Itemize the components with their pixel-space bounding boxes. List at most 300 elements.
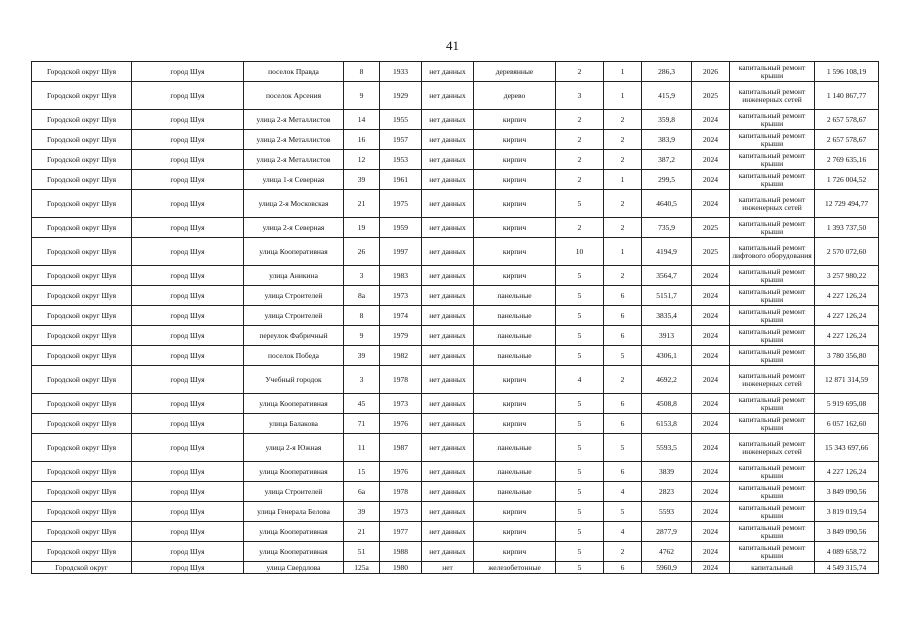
wall-material-cell: панельные: [474, 326, 556, 346]
cost-cell: 5 919 695,08: [815, 394, 879, 414]
area-cell: 735,9: [642, 218, 692, 238]
table-body: [32, 62, 879, 574]
work-type-cell: капитальный ремонт лифтового оборудования: [730, 238, 815, 266]
house-number-cell: 3: [344, 266, 380, 286]
cost-cell: 1 596 108,19: [815, 62, 879, 82]
district-cell: Городской округ Шуя: [32, 130, 132, 150]
district-cell: Городской округ Шуя: [32, 238, 132, 266]
floors-cell: 2: [556, 62, 604, 82]
planned-year-cell: 2024: [692, 562, 730, 574]
city-cell: город Шуя: [132, 326, 244, 346]
city-cell: город Шуя: [132, 522, 244, 542]
table-row: [32, 190, 879, 218]
planned-year-cell: 2024: [692, 522, 730, 542]
city-cell: город Шуя: [132, 502, 244, 522]
district-cell: Городской округ Шуя: [32, 366, 132, 394]
wall-material-cell: кирпич: [474, 394, 556, 414]
city-cell: город Шуя: [132, 286, 244, 306]
planned-year-cell: 2026: [692, 62, 730, 82]
city-cell: город Шуя: [132, 190, 244, 218]
data-availability-cell: нет данных: [422, 462, 474, 482]
planned-year-cell: 2024: [692, 414, 730, 434]
area-cell: 4306,1: [642, 346, 692, 366]
district-cell: Городской округ Шуя: [32, 82, 132, 110]
data-availability-cell: нет данных: [422, 522, 474, 542]
district-cell: Городской округ Шуя: [32, 482, 132, 502]
street-cell: Учебный городок: [244, 366, 344, 394]
area-cell: 299,5: [642, 170, 692, 190]
planned-year-cell: 2024: [692, 110, 730, 130]
area-cell: 2877,9: [642, 522, 692, 542]
wall-material-cell: панельные: [474, 482, 556, 502]
cost-cell: 4 227 126,24: [815, 286, 879, 306]
cost-cell: 1 726 004,52: [815, 170, 879, 190]
table-row: [32, 462, 879, 482]
planned-year-cell: 2024: [692, 366, 730, 394]
street-cell: улица 2-я Южная: [244, 434, 344, 462]
work-type-cell: капитальный ремонт крыши: [730, 482, 815, 502]
wall-material-cell: кирпич: [474, 522, 556, 542]
city-cell: город Шуя: [132, 482, 244, 502]
floors-cell: 2: [556, 130, 604, 150]
district-cell: Городской округ Шуя: [32, 394, 132, 414]
wall-material-cell: панельные: [474, 306, 556, 326]
cost-cell: 3 849 090,56: [815, 522, 879, 542]
year-built-cell: 1987: [380, 434, 422, 462]
table-row: [32, 170, 879, 190]
street-cell: поселок Победа: [244, 346, 344, 366]
entrances-cell: 2: [604, 542, 642, 562]
district-cell: Городской округ Шуя: [32, 462, 132, 482]
year-built-cell: 1959: [380, 218, 422, 238]
planned-year-cell: 2024: [692, 170, 730, 190]
city-cell: город Шуя: [132, 394, 244, 414]
wall-material-cell: кирпич: [474, 190, 556, 218]
table-row: [32, 434, 879, 462]
entrances-cell: 2: [604, 150, 642, 170]
area-cell: 3564,7: [642, 266, 692, 286]
house-number-cell: 8а: [344, 286, 380, 306]
district-cell: Городской округ Шуя: [32, 414, 132, 434]
street-cell: улица Кооперативная: [244, 522, 344, 542]
area-cell: 5593,5: [642, 434, 692, 462]
house-number-cell: 16: [344, 130, 380, 150]
wall-material-cell: кирпич: [474, 150, 556, 170]
area-cell: 4692,2: [642, 366, 692, 394]
table-row: [32, 326, 879, 346]
work-type-cell: капитальный: [730, 562, 815, 574]
district-cell: Городской округ Шуя: [32, 110, 132, 130]
entrances-cell: 1: [604, 170, 642, 190]
entrances-cell: 1: [604, 62, 642, 82]
district-cell: Городской округ Шуя: [32, 306, 132, 326]
floors-cell: 5: [556, 562, 604, 574]
district-cell: Городской округ Шуя: [32, 326, 132, 346]
entrances-cell: 5: [604, 502, 642, 522]
district-cell: Городской округ Шуя: [32, 286, 132, 306]
table-row: [32, 482, 879, 502]
cost-cell: 2 769 635,16: [815, 150, 879, 170]
table-row: [32, 286, 879, 306]
cost-cell: 3 257 980,22: [815, 266, 879, 286]
house-number-cell: 19: [344, 218, 380, 238]
work-type-cell: капитальный ремонт инженерных сетей: [730, 434, 815, 462]
house-number-cell: 15: [344, 462, 380, 482]
work-type-cell: капитальный ремонт инженерных сетей: [730, 82, 815, 110]
city-cell: город Шуя: [132, 306, 244, 326]
city-cell: город Шуя: [132, 266, 244, 286]
wall-material-cell: кирпич: [474, 414, 556, 434]
house-number-cell: 14: [344, 110, 380, 130]
house-number-cell: 21: [344, 190, 380, 218]
table-row: [32, 502, 879, 522]
entrances-cell: 6: [604, 414, 642, 434]
year-built-cell: 1976: [380, 414, 422, 434]
cost-cell: 4 227 126,24: [815, 462, 879, 482]
data-availability-cell: нет данных: [422, 502, 474, 522]
wall-material-cell: кирпич: [474, 170, 556, 190]
year-built-cell: 1983: [380, 266, 422, 286]
cost-cell: 3 780 356,80: [815, 346, 879, 366]
data-availability-cell: нет данных: [422, 266, 474, 286]
table-row: [32, 366, 879, 394]
house-number-cell: 9: [344, 82, 380, 110]
data-availability-cell: нет данных: [422, 170, 474, 190]
floors-cell: 5: [556, 542, 604, 562]
entrances-cell: 6: [604, 306, 642, 326]
housing-repair-table: [31, 61, 879, 574]
data-availability-cell: нет данных: [422, 366, 474, 394]
table-row: [32, 238, 879, 266]
wall-material-cell: кирпич: [474, 110, 556, 130]
table-row: [32, 130, 879, 150]
year-built-cell: 1957: [380, 130, 422, 150]
work-type-cell: капитальный ремонт крыши: [730, 394, 815, 414]
house-number-cell: 3: [344, 366, 380, 394]
district-cell: Городской округ Шуя: [32, 346, 132, 366]
year-built-cell: 1978: [380, 482, 422, 502]
data-availability-cell: нет данных: [422, 542, 474, 562]
wall-material-cell: железобетонные: [474, 562, 556, 574]
data-availability-cell: нет данных: [422, 238, 474, 266]
planned-year-cell: 2024: [692, 462, 730, 482]
planned-year-cell: 2024: [692, 286, 730, 306]
data-availability-cell: нет данных: [422, 306, 474, 326]
entrances-cell: 5: [604, 434, 642, 462]
data-availability-cell: нет данных: [422, 394, 474, 414]
planned-year-cell: 2025: [692, 82, 730, 110]
area-cell: 5960,9: [642, 562, 692, 574]
data-availability-cell: нет данных: [422, 346, 474, 366]
street-cell: улица Балакова: [244, 414, 344, 434]
area-cell: 359,8: [642, 110, 692, 130]
table-row: [32, 218, 879, 238]
entrances-cell: 6: [604, 394, 642, 414]
year-built-cell: 1978: [380, 366, 422, 394]
entrances-cell: 6: [604, 462, 642, 482]
entrances-cell: 2: [604, 130, 642, 150]
year-built-cell: 1974: [380, 306, 422, 326]
entrances-cell: 6: [604, 562, 642, 574]
floors-cell: 2: [556, 150, 604, 170]
planned-year-cell: 2024: [692, 482, 730, 502]
table-row: [32, 346, 879, 366]
street-cell: улица Кооперативная: [244, 462, 344, 482]
street-cell: улица 2-я Металлистов: [244, 130, 344, 150]
table-row: [32, 62, 879, 82]
street-cell: улица 2-я Металлистов: [244, 150, 344, 170]
city-cell: город Шуя: [132, 434, 244, 462]
work-type-cell: капитальный ремонт крыши: [730, 286, 815, 306]
planned-year-cell: 2024: [692, 542, 730, 562]
street-cell: улица Генерала Белова: [244, 502, 344, 522]
work-type-cell: капитальный ремонт инженерных сетей: [730, 366, 815, 394]
area-cell: 5593: [642, 502, 692, 522]
district-cell: Городской округ Шуя: [32, 62, 132, 82]
district-cell: Городской округ: [32, 562, 132, 574]
area-cell: 3835,4: [642, 306, 692, 326]
house-number-cell: 71: [344, 414, 380, 434]
planned-year-cell: 2024: [692, 434, 730, 462]
table-row: [32, 562, 879, 574]
house-number-cell: 39: [344, 346, 380, 366]
table-row: [32, 110, 879, 130]
data-availability-cell: нет данных: [422, 482, 474, 502]
city-cell: город Шуя: [132, 82, 244, 110]
street-cell: улица Строителей: [244, 482, 344, 502]
district-cell: Городской округ Шуя: [32, 502, 132, 522]
city-cell: город Шуя: [132, 130, 244, 150]
table-row: [32, 394, 879, 414]
planned-year-cell: 2024: [692, 394, 730, 414]
data-availability-cell: нет данных: [422, 130, 474, 150]
year-built-cell: 1980: [380, 562, 422, 574]
planned-year-cell: 2025: [692, 218, 730, 238]
street-cell: улица Кооперативная: [244, 542, 344, 562]
wall-material-cell: панельные: [474, 434, 556, 462]
district-cell: Городской округ Шуя: [32, 542, 132, 562]
table-row: [32, 414, 879, 434]
wall-material-cell: кирпич: [474, 502, 556, 522]
city-cell: город Шуя: [132, 366, 244, 394]
house-number-cell: 51: [344, 542, 380, 562]
city-cell: город Шуя: [132, 562, 244, 574]
year-built-cell: 1933: [380, 62, 422, 82]
entrances-cell: 4: [604, 482, 642, 502]
floors-cell: 4: [556, 366, 604, 394]
floors-cell: 2: [556, 170, 604, 190]
floors-cell: 5: [556, 482, 604, 502]
city-cell: город Шуя: [132, 238, 244, 266]
floors-cell: 5: [556, 434, 604, 462]
work-type-cell: капитальный ремонт крыши: [730, 462, 815, 482]
street-cell: улица Свердлова: [244, 562, 344, 574]
district-cell: Городской округ Шуя: [32, 218, 132, 238]
table-row: [32, 306, 879, 326]
area-cell: 286,3: [642, 62, 692, 82]
cost-cell: 4 089 658,72: [815, 542, 879, 562]
work-type-cell: капитальный ремонт крыши: [730, 170, 815, 190]
district-cell: Городской округ Шуя: [32, 434, 132, 462]
district-cell: Городской округ Шуя: [32, 170, 132, 190]
wall-material-cell: кирпич: [474, 218, 556, 238]
data-availability-cell: нет данных: [422, 150, 474, 170]
house-number-cell: 6а: [344, 482, 380, 502]
street-cell: переулок Фабричный: [244, 326, 344, 346]
page-number: 41: [446, 38, 459, 53]
year-built-cell: 1961: [380, 170, 422, 190]
work-type-cell: капитальный ремонт крыши: [730, 218, 815, 238]
table-row: [32, 82, 879, 110]
area-cell: 383,9: [642, 130, 692, 150]
wall-material-cell: дерево: [474, 82, 556, 110]
city-cell: город Шуя: [132, 462, 244, 482]
entrances-cell: 2: [604, 190, 642, 218]
wall-material-cell: кирпич: [474, 130, 556, 150]
data-availability-cell: нет данных: [422, 218, 474, 238]
house-number-cell: 45: [344, 394, 380, 414]
street-cell: улица Строителей: [244, 306, 344, 326]
table-row: [32, 150, 879, 170]
cost-cell: 3 849 090,56: [815, 482, 879, 502]
area-cell: 2823: [642, 482, 692, 502]
entrances-cell: 5: [604, 346, 642, 366]
table-row: [32, 266, 879, 286]
street-cell: улица 2-я Северная: [244, 218, 344, 238]
floors-cell: 5: [556, 502, 604, 522]
cost-cell: 1 140 867,77: [815, 82, 879, 110]
work-type-cell: капитальный ремонт инженерных сетей: [730, 190, 815, 218]
area-cell: 3839: [642, 462, 692, 482]
street-cell: улица 2-я Металлистов: [244, 110, 344, 130]
house-number-cell: 8: [344, 62, 380, 82]
planned-year-cell: 2024: [692, 502, 730, 522]
cost-cell: 4 227 126,24: [815, 326, 879, 346]
work-type-cell: капитальный ремонт крыши: [730, 326, 815, 346]
entrances-cell: 2: [604, 110, 642, 130]
data-availability-cell: нет данных: [422, 62, 474, 82]
cost-cell: 2 657 578,67: [815, 110, 879, 130]
data-availability-cell: нет данных: [422, 414, 474, 434]
entrances-cell: 2: [604, 366, 642, 394]
year-built-cell: 1973: [380, 502, 422, 522]
cost-cell: 2 570 072,60: [815, 238, 879, 266]
table-row: [32, 542, 879, 562]
work-type-cell: капитальный ремонт крыши: [730, 542, 815, 562]
year-built-cell: 1977: [380, 522, 422, 542]
wall-material-cell: кирпич: [474, 542, 556, 562]
city-cell: город Шуя: [132, 150, 244, 170]
cost-cell: 12 729 494,77: [815, 190, 879, 218]
cost-cell: 12 871 314,59: [815, 366, 879, 394]
work-type-cell: капитальный ремонт крыши: [730, 306, 815, 326]
floors-cell: 5: [556, 414, 604, 434]
work-type-cell: капитальный ремонт крыши: [730, 130, 815, 150]
area-cell: 5151,7: [642, 286, 692, 306]
work-type-cell: капитальный ремонт крыши: [730, 346, 815, 366]
district-cell: Городской округ Шуя: [32, 522, 132, 542]
year-built-cell: 1979: [380, 326, 422, 346]
entrances-cell: 2: [604, 218, 642, 238]
house-number-cell: 26: [344, 238, 380, 266]
house-number-cell: 12: [344, 150, 380, 170]
cost-cell: 3 819 019,54: [815, 502, 879, 522]
floors-cell: 5: [556, 190, 604, 218]
wall-material-cell: панельные: [474, 346, 556, 366]
house-number-cell: 9: [344, 326, 380, 346]
city-cell: город Шуя: [132, 414, 244, 434]
work-type-cell: капитальный ремонт крыши: [730, 502, 815, 522]
floors-cell: 5: [556, 346, 604, 366]
floors-cell: 5: [556, 306, 604, 326]
street-cell: улица Кооперативная: [244, 238, 344, 266]
area-cell: 4762: [642, 542, 692, 562]
street-cell: улица Аникина: [244, 266, 344, 286]
planned-year-cell: 2024: [692, 266, 730, 286]
floors-cell: 5: [556, 326, 604, 346]
house-number-cell: 11: [344, 434, 380, 462]
city-cell: город Шуя: [132, 346, 244, 366]
house-number-cell: 21: [344, 522, 380, 542]
data-availability-cell: нет данных: [422, 434, 474, 462]
street-cell: поселок Правда: [244, 62, 344, 82]
area-cell: 6153,8: [642, 414, 692, 434]
street-cell: улица Кооперативная: [244, 394, 344, 414]
data-availability-cell: нет данных: [422, 326, 474, 346]
wall-material-cell: панельные: [474, 462, 556, 482]
city-cell: город Шуя: [132, 542, 244, 562]
district-cell: Городской округ Шуя: [32, 266, 132, 286]
area-cell: 415,9: [642, 82, 692, 110]
cost-cell: 2 657 578,67: [815, 130, 879, 150]
floors-cell: 10: [556, 238, 604, 266]
planned-year-cell: 2024: [692, 346, 730, 366]
street-cell: улица 1-я Северная: [244, 170, 344, 190]
entrances-cell: 6: [604, 286, 642, 306]
year-built-cell: 1953: [380, 150, 422, 170]
city-cell: город Шуя: [132, 218, 244, 238]
floors-cell: 3: [556, 82, 604, 110]
city-cell: город Шуя: [132, 62, 244, 82]
planned-year-cell: 2024: [692, 130, 730, 150]
area-cell: 4508,8: [642, 394, 692, 414]
data-availability-cell: нет данных: [422, 286, 474, 306]
year-built-cell: 1955: [380, 110, 422, 130]
planned-year-cell: 2024: [692, 326, 730, 346]
work-type-cell: капитальный ремонт крыши: [730, 414, 815, 434]
street-cell: улица Строителей: [244, 286, 344, 306]
street-cell: улица 2-я Московская: [244, 190, 344, 218]
data-availability-cell: нет данных: [422, 190, 474, 218]
data-availability-cell: нет: [422, 562, 474, 574]
district-cell: Городской округ Шуя: [32, 190, 132, 218]
floors-cell: 5: [556, 462, 604, 482]
year-built-cell: 1973: [380, 394, 422, 414]
street-cell: поселок Арсения: [244, 82, 344, 110]
planned-year-cell: 2024: [692, 190, 730, 218]
cost-cell: 15 343 697,66: [815, 434, 879, 462]
cost-cell: 4 549 315,74: [815, 562, 879, 574]
wall-material-cell: кирпич: [474, 266, 556, 286]
planned-year-cell: 2024: [692, 150, 730, 170]
work-type-cell: капитальный ремонт крыши: [730, 150, 815, 170]
floors-cell: 5: [556, 266, 604, 286]
house-number-cell: 39: [344, 502, 380, 522]
entrances-cell: 1: [604, 238, 642, 266]
cost-cell: 6 057 162,60: [815, 414, 879, 434]
wall-material-cell: кирпич: [474, 366, 556, 394]
data-availability-cell: нет данных: [422, 82, 474, 110]
